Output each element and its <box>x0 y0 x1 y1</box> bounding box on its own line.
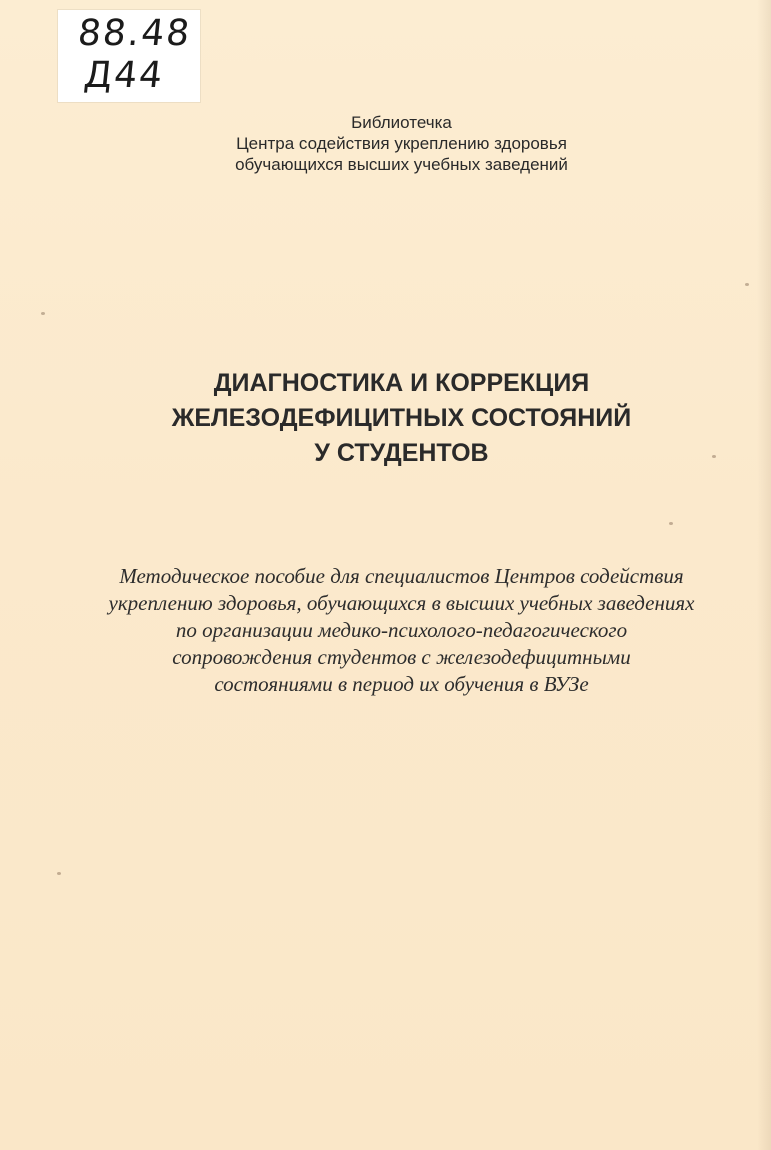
subtitle-line-5: состояниями в период их обучения в ВУЗе <box>214 672 589 696</box>
series-heading <box>0 112 771 175</box>
paper-speck <box>41 312 45 315</box>
subtitle-line-4: сопровождения студентов с железодефицитными <box>172 645 631 669</box>
title-line-3: У СТУДЕНТОВ <box>314 439 489 467</box>
paper-speck <box>57 872 61 875</box>
subtitle-line-3: по организации медико-психолого-педагогического <box>175 618 628 642</box>
subtitle-line-2: укреплению здоровья, обучающихся в высших учебных заведениях <box>108 591 695 615</box>
book-title <box>0 366 771 471</box>
subtitle-line-1: Методическое пособие для специалистов Центров содействия <box>119 564 684 588</box>
paper-speck <box>712 455 716 458</box>
series-line-2: Центра содействия укреплению здоровья <box>236 134 567 153</box>
title-line-2: ЖЕЛЕЗОДЕФИЦИТНЫХ СОСТОЯНИЙ <box>171 404 632 432</box>
library-call-number-label <box>58 10 200 102</box>
call-number-line-1: 88.48 <box>75 13 194 54</box>
title-line-1: ДИАГНОСТИКА И КОРРЕКЦИЯ <box>213 369 590 397</box>
paper-speck <box>745 283 749 286</box>
call-number-line-2: Д44 <box>81 55 167 96</box>
paper-speck <box>669 522 673 525</box>
book-subtitle <box>0 563 771 698</box>
series-line-3: обучающихся высших учебных заведений <box>235 155 568 174</box>
series-line-1: Библиотечка <box>351 113 452 132</box>
